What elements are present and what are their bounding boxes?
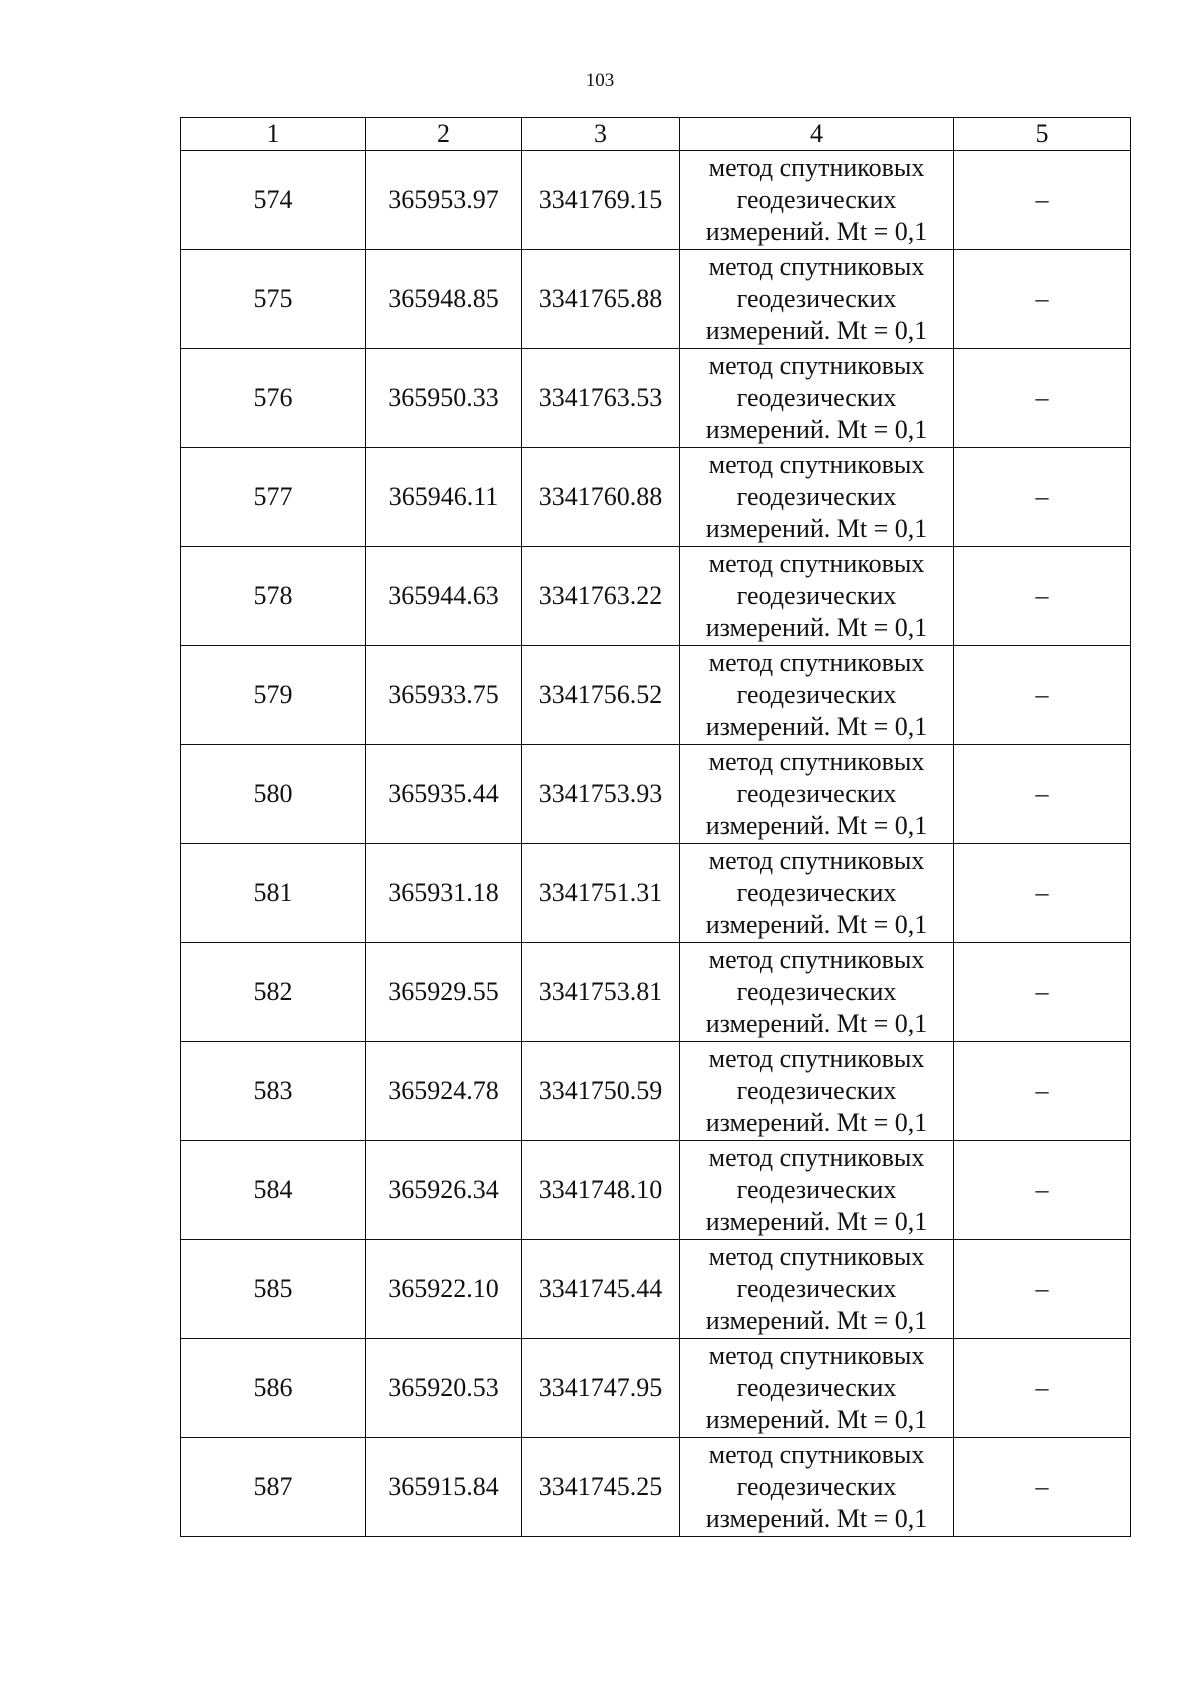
method-cell: [680, 349, 954, 448]
method-text-line: метод спутниковых: [708, 1143, 925, 1172]
method-cell: [680, 1438, 954, 1537]
method-text-line: измерений. Mt = 0,1: [705, 1306, 928, 1335]
table-row: [181, 151, 1131, 250]
y-coordinate-cell: 3341756.52: [522, 646, 680, 745]
method-text-line: измерений. Mt = 0,1: [705, 1108, 928, 1137]
x-coordinate-cell: 365953.97: [366, 151, 522, 250]
method-cell: [680, 151, 954, 250]
y-coordinate-cell: 3341763.53: [522, 349, 680, 448]
method-text-line: геодезических: [736, 1274, 897, 1303]
x-coordinate-cell: 365922.10: [366, 1240, 522, 1339]
x-coordinate-cell: 365929.55: [366, 943, 522, 1042]
column-header-1: 1: [181, 118, 366, 151]
point-number-cell: 586: [181, 1339, 366, 1438]
page-number: 103: [585, 70, 615, 91]
table-row: [181, 250, 1131, 349]
method-text-line: измерений. Mt = 0,1: [705, 217, 928, 246]
point-number-cell: 574: [181, 151, 366, 250]
method-text-line: геодезических: [736, 482, 897, 511]
method-text-line: измерений. Mt = 0,1: [705, 1009, 928, 1038]
method-text-line: геодезических: [736, 1175, 897, 1204]
method-text-line: метод спутниковых: [708, 252, 925, 281]
method-cell: [680, 943, 954, 1042]
method-text-line: метод спутниковых: [708, 648, 925, 677]
description-cell: –: [954, 646, 1131, 745]
method-text-line: геодезических: [736, 1373, 897, 1402]
table-row: [181, 1339, 1131, 1438]
method-text-line: метод спутниковых: [708, 549, 925, 578]
x-coordinate-cell: 365948.85: [366, 250, 522, 349]
y-coordinate-cell: 3341748.10: [522, 1141, 680, 1240]
method-text-line: геодезических: [736, 878, 897, 907]
method-text-line: метод спутниковых: [708, 846, 925, 875]
description-cell: –: [954, 151, 1131, 250]
x-coordinate-cell: 365946.11: [366, 448, 522, 547]
description-cell: –: [954, 1240, 1131, 1339]
column-header-3: 3: [522, 118, 680, 151]
point-number-cell: 579: [181, 646, 366, 745]
point-number-cell: 584: [181, 1141, 366, 1240]
x-coordinate-cell: 365931.18: [366, 844, 522, 943]
method-cell: [680, 1240, 954, 1339]
method-text-line: измерений. Mt = 0,1: [705, 1405, 928, 1434]
method-text-line: геодезических: [736, 1472, 897, 1501]
x-coordinate-cell: 365950.33: [366, 349, 522, 448]
table-row: [181, 1438, 1131, 1537]
method-cell: [680, 1339, 954, 1438]
method-text-line: метод спутниковых: [708, 1242, 925, 1271]
y-coordinate-cell: 3341769.15: [522, 151, 680, 250]
method-text-line: метод спутниковых: [708, 945, 925, 974]
point-number-cell: 581: [181, 844, 366, 943]
table-row: [181, 1141, 1131, 1240]
method-text-line: метод спутниковых: [708, 1440, 925, 1469]
method-cell: [680, 844, 954, 943]
header-row: [181, 118, 1131, 151]
table-row: [181, 1042, 1131, 1141]
x-coordinate-cell: 365933.75: [366, 646, 522, 745]
method-text-line: метод спутниковых: [708, 450, 925, 479]
description-cell: –: [954, 844, 1131, 943]
y-coordinate-cell: 3341745.25: [522, 1438, 680, 1537]
x-coordinate-cell: 365920.53: [366, 1339, 522, 1438]
y-coordinate-cell: 3341753.81: [522, 943, 680, 1042]
y-coordinate-cell: 3341763.22: [522, 547, 680, 646]
x-coordinate-cell: 365915.84: [366, 1438, 522, 1537]
point-number-cell: 583: [181, 1042, 366, 1141]
x-coordinate-cell: 365926.34: [366, 1141, 522, 1240]
y-coordinate-cell: 3341747.95: [522, 1339, 680, 1438]
y-coordinate-cell: 3341751.31: [522, 844, 680, 943]
description-cell: –: [954, 1141, 1131, 1240]
description-cell: –: [954, 547, 1131, 646]
method-cell: [680, 1141, 954, 1240]
description-cell: –: [954, 250, 1131, 349]
coordinates-table: [180, 117, 1131, 1537]
y-coordinate-cell: 3341750.59: [522, 1042, 680, 1141]
method-text-line: измерений. Mt = 0,1: [705, 316, 928, 345]
point-number-cell: 582: [181, 943, 366, 1042]
method-text-line: измерений. Mt = 0,1: [705, 1504, 928, 1533]
table-row: [181, 943, 1131, 1042]
method-cell: [680, 646, 954, 745]
method-text-line: измерений. Mt = 0,1: [705, 514, 928, 543]
method-cell: [680, 547, 954, 646]
table-row: [181, 349, 1131, 448]
method-text-line: геодезических: [736, 383, 897, 412]
method-cell: [680, 745, 954, 844]
point-number-cell: 580: [181, 745, 366, 844]
x-coordinate-cell: 365935.44: [366, 745, 522, 844]
method-text-line: геодезических: [736, 779, 897, 808]
column-header-5: 5: [954, 118, 1131, 151]
method-text-line: геодезических: [736, 581, 897, 610]
method-text-line: геодезических: [736, 680, 897, 709]
description-cell: –: [954, 349, 1131, 448]
table-row: [181, 547, 1131, 646]
method-text-line: метод спутниковых: [708, 351, 925, 380]
y-coordinate-cell: 3341745.44: [522, 1240, 680, 1339]
table-row: [181, 844, 1131, 943]
description-cell: –: [954, 448, 1131, 547]
method-text-line: метод спутниковых: [708, 747, 925, 776]
table-header: [181, 118, 1131, 151]
x-coordinate-cell: 365924.78: [366, 1042, 522, 1141]
method-text-line: метод спутниковых: [708, 1341, 925, 1370]
description-cell: –: [954, 1339, 1131, 1438]
method-text-line: измерений. Mt = 0,1: [705, 811, 928, 840]
point-number-cell: 575: [181, 250, 366, 349]
description-cell: –: [954, 943, 1131, 1042]
point-number-cell: 577: [181, 448, 366, 547]
point-number-cell: 587: [181, 1438, 366, 1537]
description-cell: –: [954, 1438, 1131, 1537]
table-row: [181, 646, 1131, 745]
method-text-line: геодезических: [736, 1076, 897, 1105]
method-text-line: измерений. Mt = 0,1: [705, 613, 928, 642]
point-number-cell: 585: [181, 1240, 366, 1339]
method-text-line: метод спутниковых: [708, 1044, 925, 1073]
method-text-line: измерений. Mt = 0,1: [705, 910, 928, 939]
point-number-cell: 578: [181, 547, 366, 646]
table-row: [181, 1240, 1131, 1339]
column-header-4: 4: [680, 118, 954, 151]
y-coordinate-cell: 3341753.93: [522, 745, 680, 844]
table-row: [181, 448, 1131, 547]
description-cell: –: [954, 1042, 1131, 1141]
method-text-line: метод спутниковых: [708, 153, 925, 182]
y-coordinate-cell: 3341765.88: [522, 250, 680, 349]
method-text-line: геодезических: [736, 977, 897, 1006]
description-cell: –: [954, 745, 1131, 844]
method-text-line: измерений. Mt = 0,1: [705, 712, 928, 741]
point-number-cell: 576: [181, 349, 366, 448]
column-header-2: 2: [366, 118, 522, 151]
method-text-line: геодезических: [736, 185, 897, 214]
method-cell: [680, 250, 954, 349]
table-row: [181, 745, 1131, 844]
method-text-line: измерений. Mt = 0,1: [705, 1207, 928, 1236]
method-cell: [680, 448, 954, 547]
method-cell: [680, 1042, 954, 1141]
table-body: [181, 151, 1131, 1537]
method-text-line: геодезических: [736, 284, 897, 313]
x-coordinate-cell: 365944.63: [366, 547, 522, 646]
method-text-line: измерений. Mt = 0,1: [705, 415, 928, 444]
y-coordinate-cell: 3341760.88: [522, 448, 680, 547]
